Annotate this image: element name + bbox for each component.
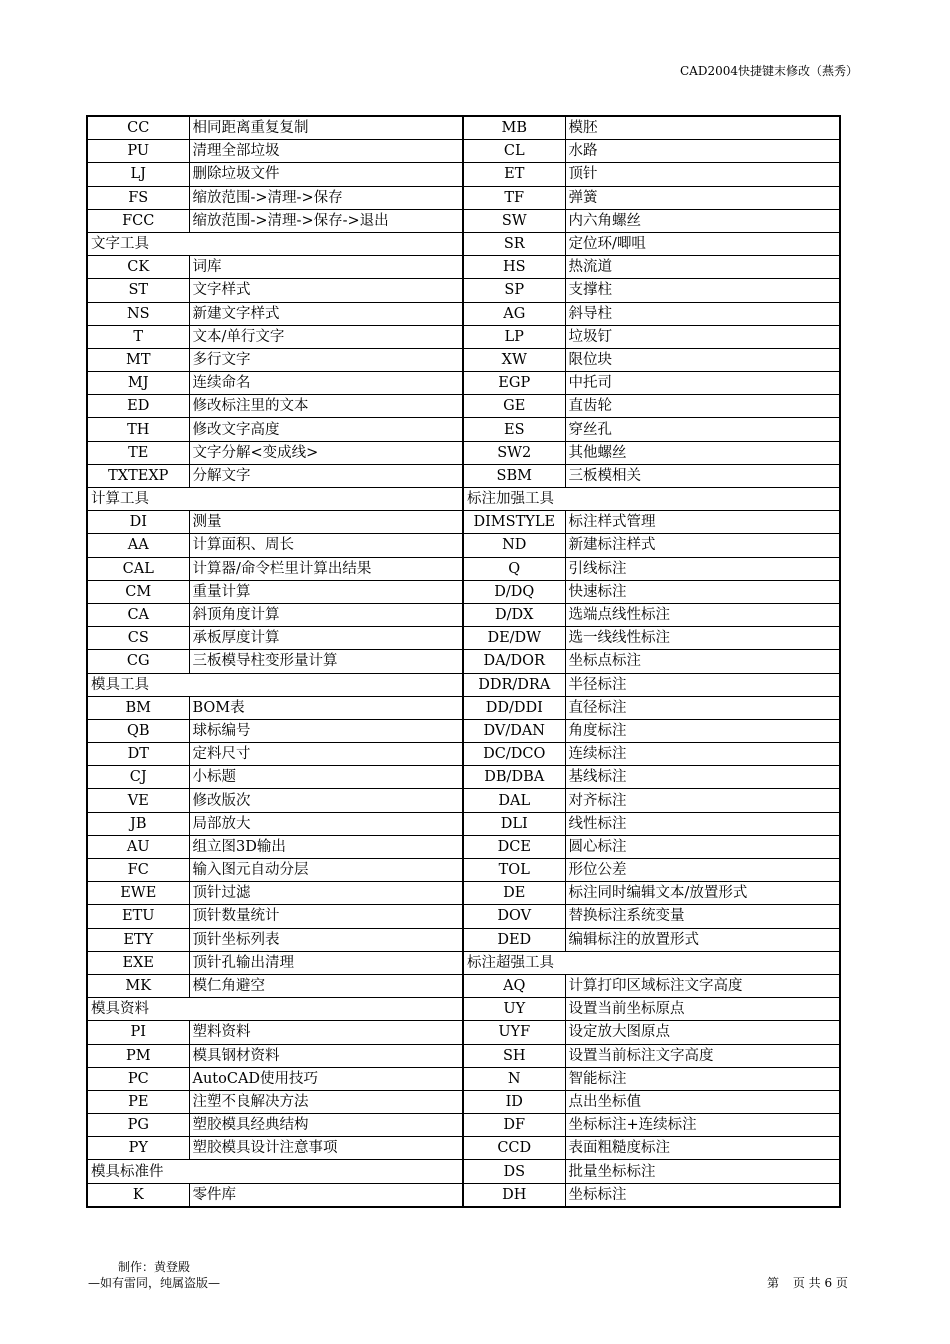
shortcut-description: 形位公差 [565,859,840,882]
shortcut-description: 模具钢材资料 [189,1044,463,1067]
table-row [87,1114,840,1137]
shortcut-code: SBM [463,464,565,487]
shortcut-code: FC [87,859,189,882]
shortcut-description: 文字样式 [189,279,463,302]
shortcut-code: DDR/DRA [463,673,565,696]
shortcut-code: DI [87,511,189,534]
table-row [87,488,840,511]
shortcut-description: 顶针过滤 [189,882,463,905]
shortcut-code: CS [87,627,189,650]
shortcut-code: XW [463,348,565,371]
table-row [87,719,840,742]
shortcut-description: 分解文字 [189,464,463,487]
shortcut-description: 直径标注 [565,696,840,719]
shortcut-code: AU [87,835,189,858]
shortcut-description: 支撑柱 [565,279,840,302]
shortcut-description: 中托司 [565,372,840,395]
shortcut-description: 测量 [189,511,463,534]
shortcut-description: 替换标注系统变量 [565,905,840,928]
table-row [87,603,840,626]
table-row [87,812,840,835]
footer-note: —如有雷同，纯属盗版— [88,1276,221,1290]
shortcut-description: 线性标注 [565,812,840,835]
shortcut-description: 斜顶角度计算 [189,603,463,626]
shortcut-description: 删除垃圾文件 [189,163,463,186]
shortcut-description: 小标题 [189,766,463,789]
table-row [87,951,840,974]
shortcut-code: JB [87,812,189,835]
shortcut-description: 垃圾钉 [565,325,840,348]
section-header-left: 模具标准件 [87,1160,463,1183]
shortcut-description: 局部放大 [189,812,463,835]
shortcut-description: 修改文字高度 [189,418,463,441]
shortcut-description: 水路 [565,140,840,163]
shortcut-description: 修改版次 [189,789,463,812]
table-row [87,650,840,673]
shortcut-description: 零件库 [189,1183,463,1207]
shortcut-code: PE [87,1090,189,1113]
shortcut-description: 坐标标注 [565,1183,840,1207]
shortcut-code: BM [87,696,189,719]
shortcut-code: DH [463,1183,565,1207]
shortcut-code: ETU [87,905,189,928]
shortcut-description: 缩放范围->清理->保存->退出 [189,209,463,232]
table-row [87,974,840,997]
shortcut-code: CK [87,256,189,279]
shortcut-code: CCD [463,1137,565,1160]
shortcut-description: 顶针孔输出清理 [189,951,463,974]
table-row [87,1067,840,1090]
shortcut-description: 定位环/唧咀 [565,232,840,255]
shortcut-code: K [87,1183,189,1207]
shortcut-code: CAL [87,557,189,580]
shortcut-code: DE/DW [463,627,565,650]
shortcut-code: TF [463,186,565,209]
shortcut-code: PM [87,1044,189,1067]
shortcut-code: TH [87,418,189,441]
table-row [87,418,840,441]
shortcut-code: ND [463,534,565,557]
table-row [87,905,840,928]
table-row [87,534,840,557]
shortcut-code: DA/DOR [463,650,565,673]
shortcut-description: 点出坐标值 [565,1090,840,1113]
shortcut-code: CA [87,603,189,626]
table-row [87,232,840,255]
shortcut-description: AutoCAD使用技巧 [189,1067,463,1090]
section-header-left: 模具资料 [87,998,463,1021]
shortcut-code: PI [87,1021,189,1044]
shortcut-description: 新建文字样式 [189,302,463,325]
shortcut-description: 引线标注 [565,557,840,580]
table-row [87,348,840,371]
shortcut-code: NS [87,302,189,325]
shortcut-code: GE [463,395,565,418]
shortcut-description: 基线标注 [565,766,840,789]
table-row [87,1137,840,1160]
table-row [87,116,840,140]
shortcut-code: QB [87,719,189,742]
shortcut-code: D/DQ [463,580,565,603]
table-row [87,998,840,1021]
table-row [87,789,840,812]
shortcut-description: 设置当前坐标原点 [565,998,840,1021]
shortcut-description: 塑料资料 [189,1021,463,1044]
table-row [87,835,840,858]
table-row [87,928,840,951]
shortcut-code: SW [463,209,565,232]
shortcut-description: 相同距离重复复制 [189,116,463,140]
shortcut-code: PU [87,140,189,163]
shortcut-code: MB [463,116,565,140]
shortcut-code: SP [463,279,565,302]
table-row [87,186,840,209]
shortcut-code: DOV [463,905,565,928]
table-row [87,395,840,418]
shortcut-description: 编辑标注的放置形式 [565,928,840,951]
section-header-right: 标注超强工具 [463,951,840,974]
table-row [87,673,840,696]
shortcut-description: 三板模相关 [565,464,840,487]
shortcut-description: 顶针数量统计 [189,905,463,928]
shortcut-description: 限位块 [565,348,840,371]
shortcut-code: MJ [87,372,189,395]
shortcut-code: VE [87,789,189,812]
shortcut-description: 缩放范围->清理->保存 [189,186,463,209]
shortcut-code: T [87,325,189,348]
shortcut-description: 新建标注样式 [565,534,840,557]
shortcut-description: 选端点线性标注 [565,603,840,626]
shortcut-code: SW2 [463,441,565,464]
shortcut-code: DB/DBA [463,766,565,789]
table-row [87,859,840,882]
shortcut-code: EXE [87,951,189,974]
shortcut-code: D/DX [463,603,565,626]
shortcut-description: 清理全部垃圾 [189,140,463,163]
shortcut-code: DIMSTYLE [463,511,565,534]
shortcut-description: 模胚 [565,116,840,140]
shortcut-description: 斜导柱 [565,302,840,325]
shortcut-code: PC [87,1067,189,1090]
table-row [87,140,840,163]
shortcut-code: MK [87,974,189,997]
table-row [87,1021,840,1044]
shortcut-code: SR [463,232,565,255]
shortcut-code: ES [463,418,565,441]
shortcut-code: CM [87,580,189,603]
shortcut-description: 快速标注 [565,580,840,603]
shortcut-description: 弹簧 [565,186,840,209]
shortcut-description: 修改标注里的文本 [189,395,463,418]
shortcut-description: 坐标点标注 [565,650,840,673]
section-header-left: 模具工具 [87,673,463,696]
table-row [87,209,840,232]
shortcut-description: 模仁角避空 [189,974,463,997]
shortcut-code: PY [87,1137,189,1160]
table-row [87,627,840,650]
shortcut-description: 注塑不良解决方法 [189,1090,463,1113]
table-row [87,1183,840,1207]
shortcut-description: 半径标注 [565,673,840,696]
shortcut-description: 标注同时编辑文本/放置形式 [565,882,840,905]
shortcut-code: DE [463,882,565,905]
shortcut-code: TE [87,441,189,464]
shortcut-description: 角度标注 [565,719,840,742]
shortcut-code: FS [87,186,189,209]
table-row [87,256,840,279]
shortcut-description: 顶针 [565,163,840,186]
shortcut-description: 圆心标注 [565,835,840,858]
shortcut-code: DC/DCO [463,743,565,766]
section-header-right: 标注加强工具 [463,488,840,511]
shortcut-description: 设置当前标注文字高度 [565,1044,840,1067]
document-header: CAD2004快捷键末修改（燕秀） [679,64,858,78]
shortcut-code: LJ [87,163,189,186]
table-row [87,163,840,186]
shortcut-code: HS [463,256,565,279]
shortcut-description: 顶针坐标列表 [189,928,463,951]
shortcut-code: Q [463,557,565,580]
table-row [87,372,840,395]
shortcut-code: MT [87,348,189,371]
shortcut-description: 坐标标注+连续标注 [565,1114,840,1137]
footer-credits [88,1259,220,1291]
shortcut-description: 标注样式管理 [565,511,840,534]
table-row [87,766,840,789]
shortcut-description: 连续命名 [189,372,463,395]
shortcut-description: 设定放大图原点 [565,1021,840,1044]
shortcut-code: ET [463,163,565,186]
shortcut-description: 热流道 [565,256,840,279]
shortcut-description: 定料尺寸 [189,743,463,766]
table-row [87,302,840,325]
shortcut-code: TOL [463,859,565,882]
shortcut-code: DF [463,1114,565,1137]
shortcut-description: 词库 [189,256,463,279]
section-header-left: 文字工具 [87,232,463,255]
shortcut-description: 组立图3D输出 [189,835,463,858]
shortcut-code: SH [463,1044,565,1067]
shortcut-description: 计算器/命令栏里计算出结果 [189,557,463,580]
shortcut-description: 批量坐标标注 [565,1160,840,1183]
section-header-left: 计算工具 [87,488,463,511]
shortcut-code: FCC [87,209,189,232]
shortcut-code: UY [463,998,565,1021]
shortcut-description: 连续标注 [565,743,840,766]
table-row [87,1160,840,1183]
table-row [87,325,840,348]
shortcut-table [86,115,841,1208]
shortcut-description: BOM表 [189,696,463,719]
shortcut-code: DED [463,928,565,951]
shortcut-description: 选一线线性标注 [565,627,840,650]
shortcut-code: PG [87,1114,189,1137]
shortcut-code: LP [463,325,565,348]
shortcut-code: DCE [463,835,565,858]
shortcut-description: 智能标注 [565,1067,840,1090]
footer-author: 制作：黄登殿 [118,1260,191,1274]
shortcut-description: 承板厚度计算 [189,627,463,650]
shortcut-code: AG [463,302,565,325]
shortcut-description: 文字分解<变成线> [189,441,463,464]
table-row [87,1044,840,1067]
shortcut-code: DAL [463,789,565,812]
table-row [87,279,840,302]
shortcut-code: N [463,1067,565,1090]
table-row [87,1090,840,1113]
table-row [87,557,840,580]
shortcut-description: 其他螺丝 [565,441,840,464]
shortcut-code: CL [463,140,565,163]
shortcut-code: ED [87,395,189,418]
page-count: 页 共 6 页 [792,1276,848,1290]
table-row [87,580,840,603]
shortcut-description: 塑胶模具经典结构 [189,1114,463,1137]
shortcut-code: EWE [87,882,189,905]
shortcut-description: 表面粗糙度标注 [565,1137,840,1160]
shortcut-code: CC [87,116,189,140]
shortcut-description: 球标编号 [189,719,463,742]
shortcut-description: 内六角螺丝 [565,209,840,232]
page-number [767,1274,858,1291]
shortcut-description: 计算面积、周长 [189,534,463,557]
shortcut-description: 重量计算 [189,580,463,603]
shortcut-code: ID [463,1090,565,1113]
shortcut-code: DD/DDI [463,696,565,719]
shortcut-code: AQ [463,974,565,997]
table-row [87,511,840,534]
shortcut-code: ST [87,279,189,302]
shortcut-description: 直齿轮 [565,395,840,418]
shortcut-code: EGP [463,372,565,395]
shortcut-description: 文本/单行文字 [189,325,463,348]
table-row [87,441,840,464]
shortcut-code: TXTEXP [87,464,189,487]
shortcut-code: DLI [463,812,565,835]
shortcut-code: UYF [463,1021,565,1044]
table-row [87,464,840,487]
page-label: 第 [767,1276,780,1290]
shortcut-code: CG [87,650,189,673]
table-row [87,743,840,766]
shortcut-code: ETY [87,928,189,951]
shortcut-description: 计算打印区域标注文字高度 [565,974,840,997]
shortcut-code: DT [87,743,189,766]
shortcut-code: CJ [87,766,189,789]
shortcut-description: 穿丝孔 [565,418,840,441]
shortcut-description: 塑胶模具设计注意事项 [189,1137,463,1160]
shortcut-description: 对齐标注 [565,789,840,812]
shortcut-code: AA [87,534,189,557]
table-row [87,696,840,719]
shortcut-code: DV/DAN [463,719,565,742]
shortcut-code: DS [463,1160,565,1183]
table-row [87,882,840,905]
shortcut-description: 输入图元自动分层 [189,859,463,882]
shortcut-description: 多行文字 [189,348,463,371]
shortcut-description: 三板模导柱变形量计算 [189,650,463,673]
